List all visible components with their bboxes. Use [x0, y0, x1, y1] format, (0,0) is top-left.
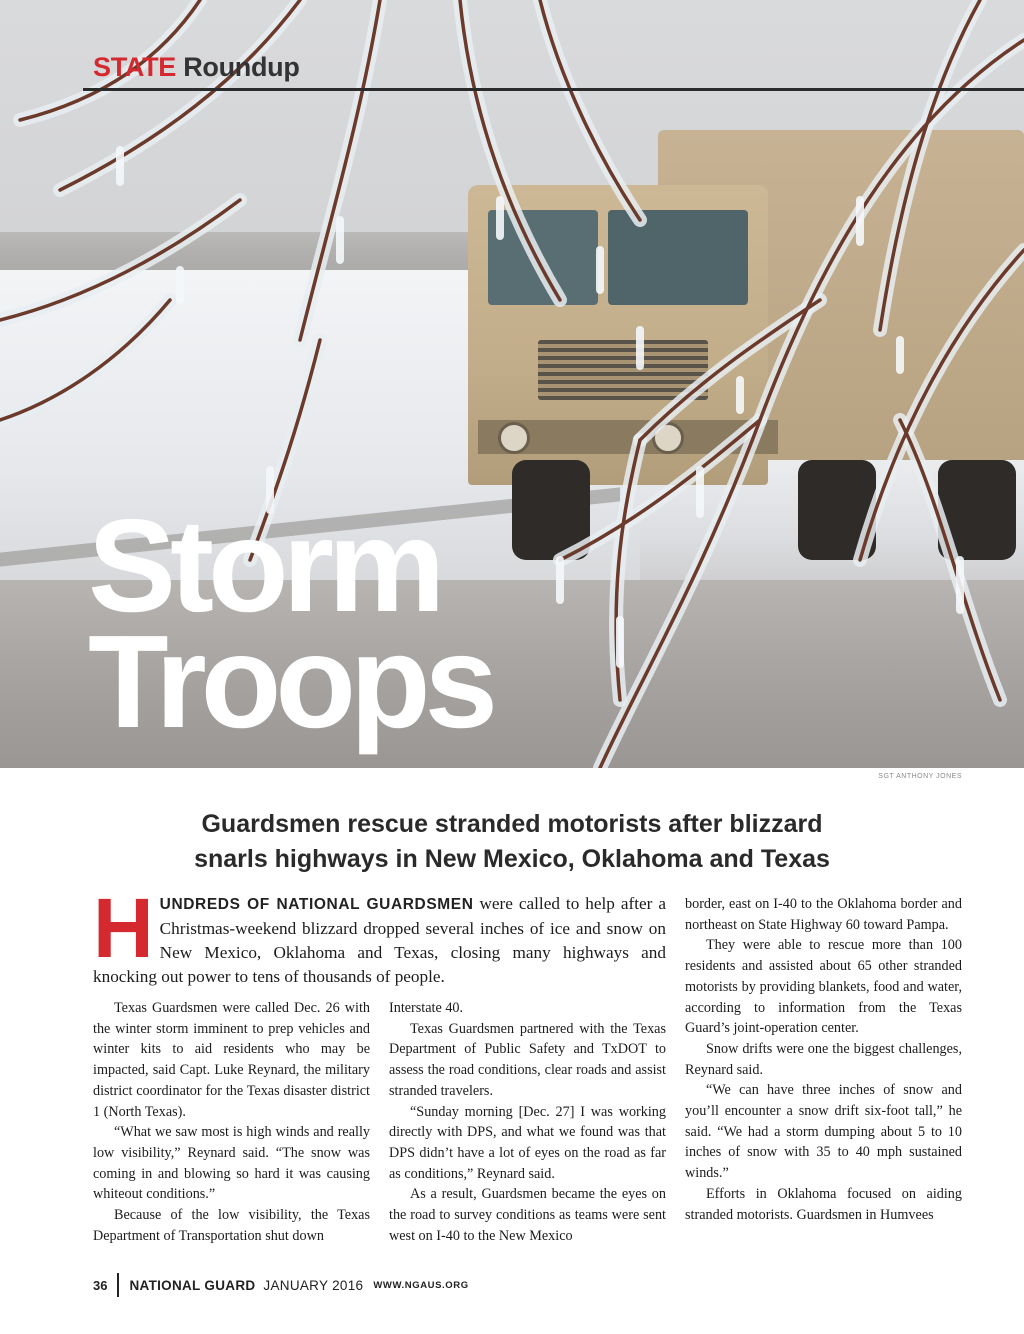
lead-in-caps: UNDREDS OF NATIONAL GUARDSMEN — [159, 896, 474, 913]
body-paragraph: “Sunday morning [Dec. 27] I was working directly with DPS, and what we found was that DPS didn’t have a lot of eyes on the road as far as conditions,” Reynard said. — [389, 1103, 666, 1182]
body-paragraph: They were able to rescue more than 100 residents and assisted about 65 other stranded motorists by providing blankets, food and water, according to information from the Texas Guard’s joint-operation center. — [685, 937, 962, 1037]
issue-date: JANUARY 2016 — [263, 1277, 364, 1293]
body-paragraph: “What we saw most is high winds and really low visibility,” Reynard said. “The snow was coming in and blowing so hard it was causing whiteout conditions.” — [93, 1124, 370, 1203]
header-rule — [83, 88, 1024, 91]
photo-credit: SGT ANTHONY JONES — [878, 773, 962, 780]
intro-text: were called to help after a Christmas-weekend blizzard dropped several inches of ice and snow on New Mexico, Oklahoma and Texas, closing many highways and knocking out power to tens of thousands of people. — [93, 894, 666, 986]
body-paragraph: Efforts in Oklahoma focused on aiding stranded motorists. Guardsmen in Humvees — [685, 1185, 962, 1223]
page-footer — [93, 1272, 469, 1298]
website-url: WWW.NGAUS.ORG — [373, 1279, 469, 1291]
section-header — [93, 52, 300, 83]
body-paragraph: Texas Guardsmen partnered with the Texas Department of Public Safety and TxDOT to assess the road conditions, clear roads and assist stranded travelers. — [389, 1020, 666, 1099]
deck-line-1: Guardsmen rescue stranded motorists after blizzard — [201, 810, 823, 838]
body-paragraph: Texas Guardsmen were called Dec. 26 with the winter storm imminent to prep vehicles and winter kits to aid residents who may be impacted, said Capt. Luke Reynard, the military district coordinator for the Texas disaster district 1 (North Texas). — [93, 1000, 370, 1120]
footer-divider — [117, 1273, 119, 1297]
article-deck — [0, 807, 1024, 877]
intro-paragraph — [93, 881, 666, 989]
magazine-name: NATIONAL GUARD — [129, 1277, 256, 1293]
drop-cap: H — [93, 881, 154, 975]
page-number: 36 — [93, 1277, 108, 1293]
body-column-3 — [685, 894, 962, 1225]
body-column-2 — [389, 998, 666, 1246]
section-label-state: STATE — [93, 52, 176, 82]
title-line-2: Troops — [88, 608, 493, 755]
article-title — [88, 492, 493, 755]
body-paragraph: border, east on I-40 to the Oklahoma border and northeast on State Highway 60 toward Pampa. — [685, 896, 962, 933]
title-line-1: Storm — [88, 492, 440, 639]
body-column-1 — [93, 998, 370, 1246]
body-paragraph: Interstate 40. — [389, 1000, 464, 1016]
body-paragraph: Because of the low visibility, the Texas Department of Transportation shut down — [93, 1207, 370, 1244]
section-label-roundup: Roundup — [183, 52, 300, 82]
deck-line-2: snarls highways in New Mexico, Oklahoma and Texas — [194, 845, 830, 873]
body-paragraph: As a result, Guardsmen became the eyes on the road to survey conditions as teams were sent west on I-40 to the New Mexico — [389, 1186, 666, 1244]
body-paragraph: Snow drifts were one the biggest challenges, Reynard said. — [685, 1040, 962, 1078]
body-paragraph: “We can have three inches of snow and you’ll encounter a snow drift six-foot tall,” he said. “We had a storm dumping about 5 to 10 inches of snow with 35 to 40 mph sustained winds.” — [685, 1082, 962, 1182]
